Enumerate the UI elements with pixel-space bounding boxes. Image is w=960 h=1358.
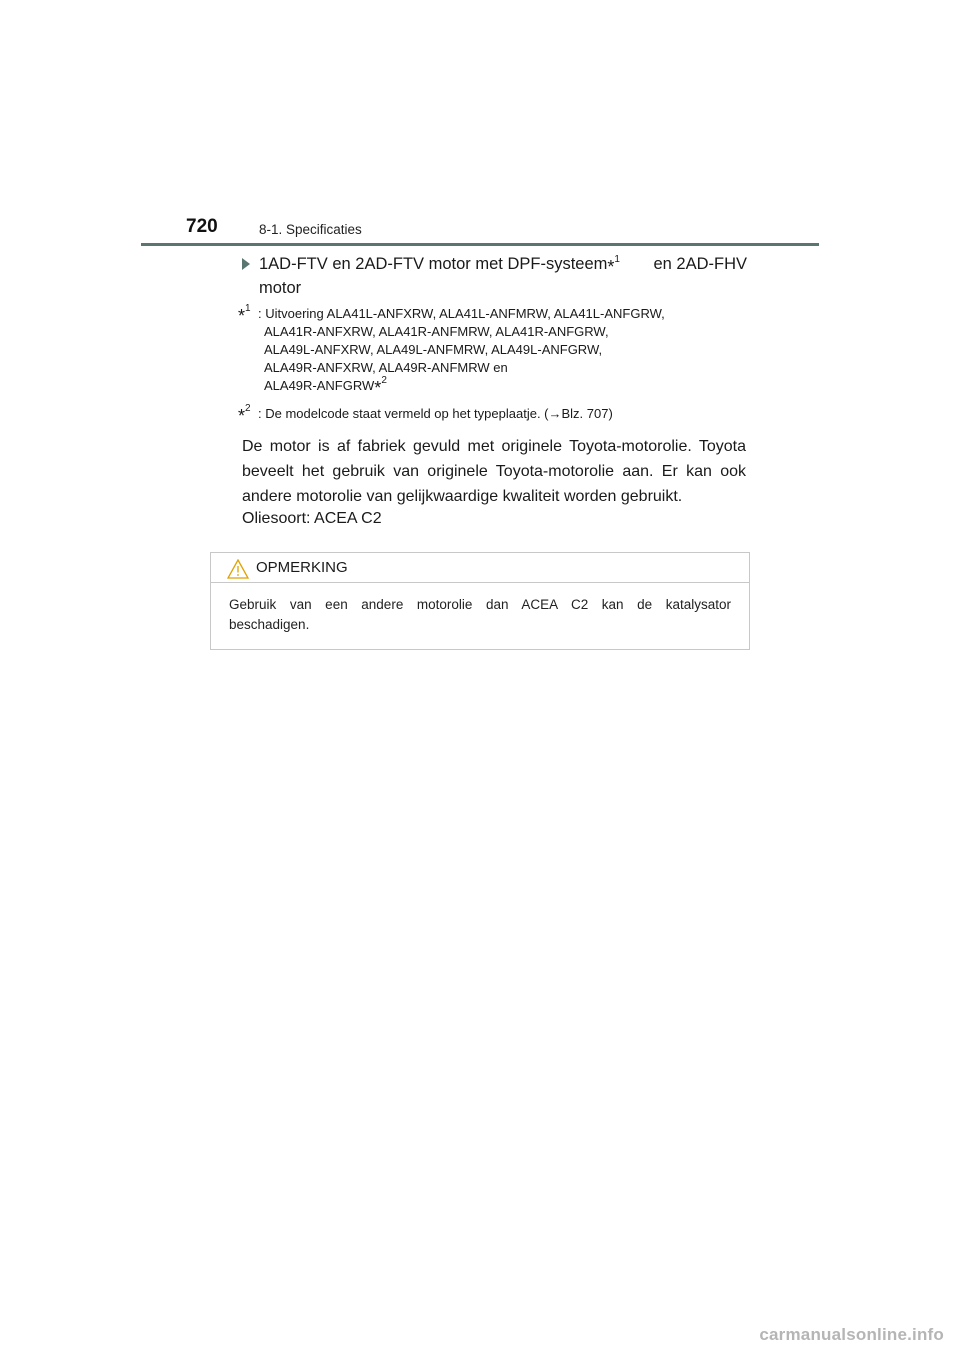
header-rule (141, 243, 819, 246)
page-reference-link[interactable]: Blz. 707 (561, 406, 609, 421)
subheading-text-part2: en 2AD-FHV (653, 255, 747, 273)
body-line: De motor is af fabriek gevuld met originele Toyota-motorolie. Toyota (242, 438, 746, 455)
footnote-1-line: ALA41R-ANFXRW, ALA41R-ANFMRW, ALA41R-ANFGRW, (264, 324, 609, 339)
notice-box (210, 552, 750, 650)
warning-triangle-icon (227, 559, 249, 579)
footnote-1-line: ALA49L-ANFXRW, ALA49L-ANFMRW, ALA49L-ANFGRW, (264, 342, 603, 357)
subheading-text-part1: 1AD-FTV en 2AD-FTV motor met DPF-systeem*$^1$ (259, 254, 620, 277)
footnote-ref-2[interactable]: 2 (381, 375, 387, 386)
footnote-1-marker: *$^1$ (238, 303, 251, 326)
notice-line: Gebruik van een andere motorolie dan ACEA C2 kan de katalysator (229, 597, 731, 612)
subheading-text-line2: motor (259, 279, 302, 297)
triangle-bullet-icon (242, 258, 250, 270)
body-line: andere motorolie van gelijkwaardige kwaliteit worden gebruikt. (242, 488, 683, 505)
footnote-2: *$^2$ : De modelcode staat vermeld op het typeplaatje. (→Blz. 707) (238, 403, 613, 426)
body-line: beveelt het gebruik van originele Toyota-motorolie aan. Er kan ook (242, 463, 746, 480)
notice-body (211, 583, 749, 635)
subheading (242, 252, 747, 300)
body-paragraph (242, 434, 746, 509)
footnote-2-text: : De modelcode staat vermeld op het typeplaatje. ( (258, 406, 549, 421)
notice-line: beschadigen. (229, 617, 310, 632)
oil-type-text: Oliesoort: ACEA C2 (242, 510, 382, 527)
footnote-2-marker: *$^2$ (238, 403, 251, 426)
section-title: 8-1. Specificaties (259, 222, 362, 237)
footnote-1-line: ALA49R-ANFXRW, ALA49R-ANFMRW en (264, 360, 508, 375)
watermark-text: carmanualsonline.info (759, 1325, 944, 1344)
arrow-right-icon: → (548, 406, 562, 421)
page-number: 720 (186, 216, 218, 237)
footnote-1-line: : Uitvoering ALA41L-ANFXRW, ALA41L-ANFMRW, ALA41L-ANFGRW, (258, 306, 665, 321)
notice-header (211, 553, 749, 583)
footnote-ref-1[interactable]: 1 (614, 254, 620, 265)
notice-title: OPMERKING (256, 559, 348, 576)
footnote-1-line: ALA49R-ANFGRW*$^2$ (264, 375, 387, 398)
footnote-1 (238, 303, 758, 398)
